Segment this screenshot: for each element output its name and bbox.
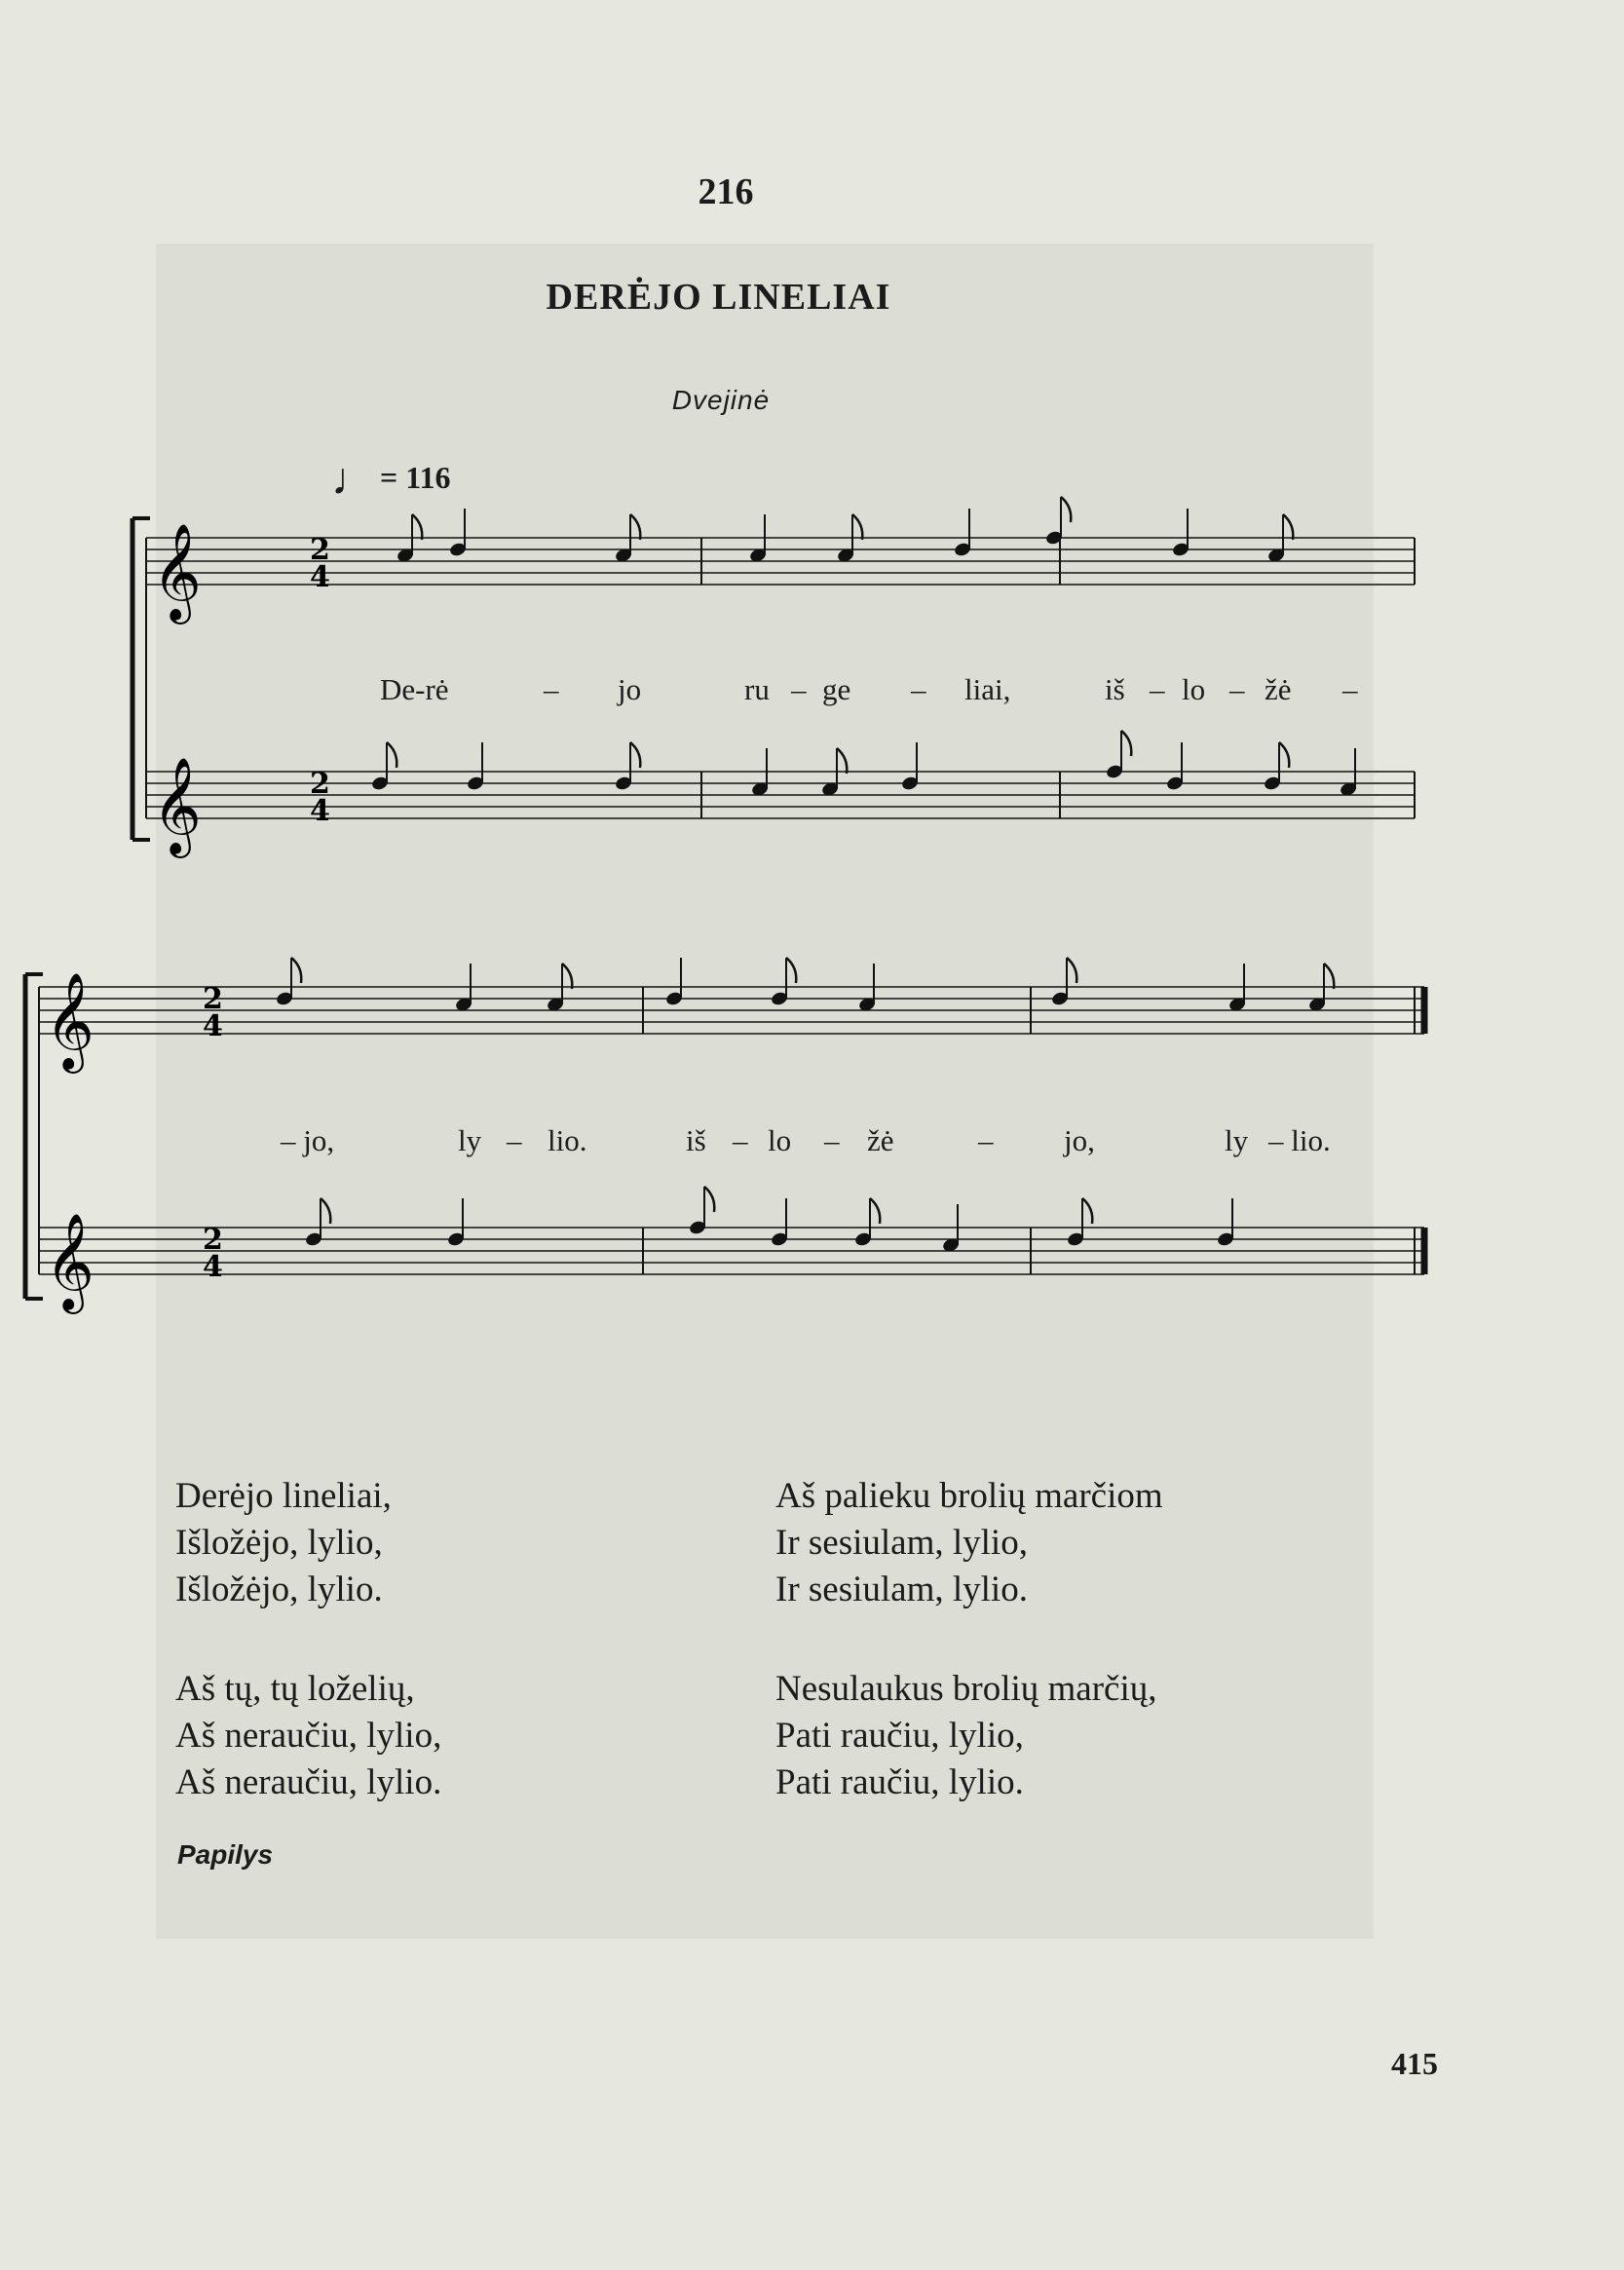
verse-line: Išložėjo, lylio, [175, 1523, 383, 1563]
verse-line: Ir sesiulam, lylio, [775, 1523, 1028, 1563]
lyric-syllable: jo, [1064, 1123, 1095, 1157]
note-flag [852, 514, 862, 540]
treble-clef-icon: 𝄞 [152, 757, 202, 854]
lyric-syllable: – [507, 1123, 522, 1157]
verse-line: Aš palieku brolių marčiom [775, 1476, 1163, 1516]
verse-line: Išložėjo, lylio. [175, 1570, 383, 1609]
song-number: 216 [698, 171, 754, 212]
page-number: 415 [1391, 2046, 1438, 2081]
lyric-syllable: – [791, 672, 807, 706]
verse-right-1 [775, 1473, 1163, 1613]
time-signature-top: 2 [310, 767, 330, 801]
time-signature-top: 2 [310, 533, 330, 567]
note-flag [1283, 514, 1293, 540]
treble-clef-icon: 𝄞 [45, 1213, 94, 1310]
note-flag [704, 1187, 714, 1212]
song-title: DERĖJO LINELIAI [546, 277, 891, 318]
note-flag [1067, 958, 1076, 983]
verse-line: Aš neraučiu, lylio. [175, 1762, 442, 1802]
note-flag [837, 748, 847, 774]
note-flag [562, 964, 572, 989]
lyric-syllable: ly [1225, 1123, 1249, 1157]
verse-line: Derėjo lineliai, [175, 1476, 392, 1516]
verse-line: Nesulaukus brolių marčių, [775, 1669, 1157, 1709]
lyric-syllable: – [911, 672, 926, 706]
time-signature-top: 2 [203, 1223, 223, 1257]
notes [275, 497, 1357, 1253]
lyric-syllable: liai, [964, 672, 1011, 706]
lyric-syllable: ly [458, 1123, 482, 1157]
verse-line: Pati raučiu, lylio, [775, 1716, 1024, 1756]
treble-clef-icon: 𝄞 [152, 523, 202, 621]
lyric-syllable: lo [1182, 672, 1206, 706]
note-flag [1324, 964, 1334, 989]
treble-clef-icon: 𝄞 [45, 972, 94, 1070]
note-flag [1061, 497, 1071, 522]
staves [25, 518, 1424, 1314]
lyric-syllable: – [824, 1123, 840, 1157]
note-flag [1082, 1198, 1092, 1224]
time-signature-bottom: 4 [203, 1250, 223, 1284]
lyric-syllable: – [1229, 672, 1245, 706]
verse-right-2 [775, 1666, 1157, 1806]
lyric-syllable: iš [686, 1123, 706, 1157]
note-flag [321, 1198, 330, 1224]
verse-line: Aš tų, tų loželių, [175, 1669, 415, 1709]
verse-left-1 [175, 1473, 392, 1613]
note-flag [630, 514, 640, 540]
lyric-syllable: – [733, 1123, 748, 1157]
note-flag [630, 742, 640, 768]
note-flag [870, 1198, 880, 1224]
note-flag [387, 742, 397, 768]
collection-place: Papilys [177, 1839, 274, 1870]
lyric-syllable: – jo, [281, 1123, 335, 1157]
lyric-syllable: lio. [548, 1123, 587, 1157]
lyric-syllable: – lio. [1268, 1123, 1331, 1157]
note-flag [412, 514, 422, 540]
quarter-note-icon: ♩ [331, 454, 376, 504]
note-flag [1279, 742, 1289, 768]
note-flag [1121, 731, 1131, 756]
lyric-syllable: jo [618, 672, 642, 706]
time-signature-bottom: 4 [310, 794, 330, 828]
lyric-syllable: De-rė [380, 672, 449, 706]
time-signature-bottom: 4 [203, 1009, 223, 1043]
lyric-syllable: ru [744, 672, 770, 706]
time-signature-bottom: 4 [310, 560, 330, 594]
lyric-syllable: – [978, 1123, 994, 1157]
verse-line: Ir sesiulam, lylio. [775, 1570, 1028, 1609]
lyric-syllable: žė [867, 1123, 894, 1157]
lyric-syllable: – [1342, 672, 1358, 706]
note-flag [786, 958, 796, 983]
tempo-value: = 116 [380, 460, 451, 495]
lyric-syllable: – [1150, 672, 1165, 706]
verse-left-2 [175, 1666, 441, 1806]
lyric-syllable: iš [1105, 672, 1125, 706]
note-flag [291, 958, 301, 983]
time-signature-top: 2 [203, 982, 223, 1016]
lyric-syllable: ge [822, 672, 851, 706]
lyric-syllable: – [544, 672, 559, 706]
lyric-syllable: lo [768, 1123, 792, 1157]
verse-line: Aš neraučiu, lylio, [175, 1716, 442, 1756]
song-style: Dvejinė [671, 385, 771, 415]
verse-line: Pati raučiu, lylio. [775, 1762, 1024, 1802]
lyric-syllable: žė [1265, 672, 1292, 706]
